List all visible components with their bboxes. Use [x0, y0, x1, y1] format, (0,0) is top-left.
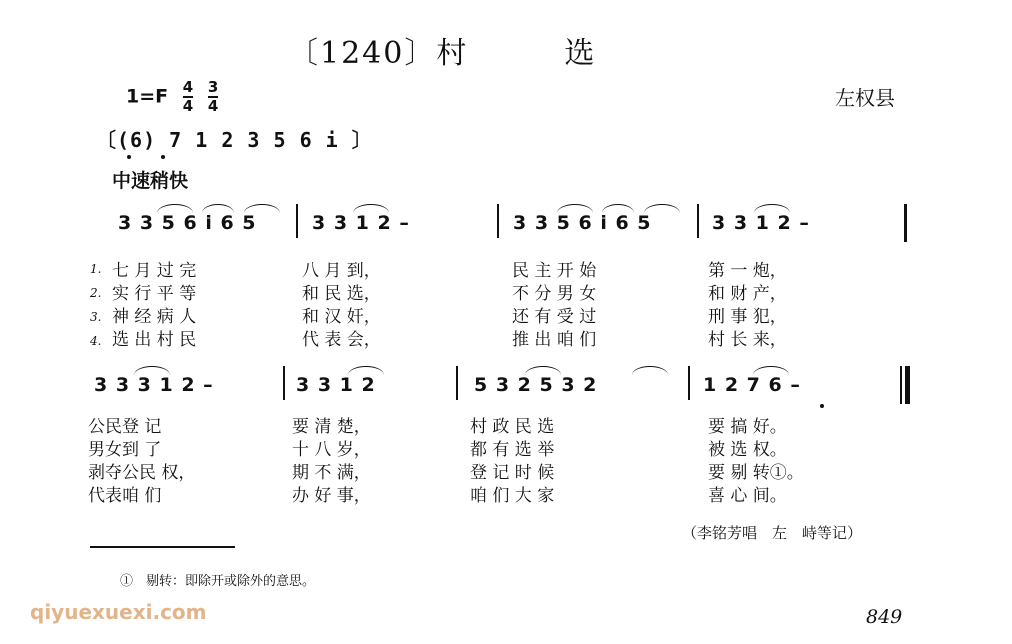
low-octave-dot [161, 155, 165, 159]
measure-6-notes: 3 3 1 2 [296, 374, 376, 396]
lyric-1b: 八 月 到， [302, 261, 381, 281]
lyric-4a: 选 出 村 民 [112, 330, 197, 350]
song-title: 〔1240〕村 选 [288, 36, 597, 71]
lyric-2b: 和 民 选， [302, 284, 381, 304]
lyric-3e: 剥夺公民 权， [88, 463, 196, 483]
lyric-3b: 和 汉 奸， [302, 307, 381, 327]
slur [632, 366, 668, 375]
lyric-1f: 要 清 楚， [292, 417, 371, 437]
verse-number: 2. [90, 286, 102, 300]
lyric-3h: 要 剔 转①。 [708, 463, 804, 483]
measure-3-notes: 3 3 5 6 i 6 5 [513, 212, 652, 234]
barline [497, 204, 499, 238]
barline [688, 366, 690, 400]
lyric-4c: 推 出 咱 们 [512, 330, 597, 350]
lyric-4d: 村 长 来， [708, 330, 787, 350]
lyric-4g: 咱 们 大 家 [470, 486, 555, 506]
watermark: qiyuexuexi.com [30, 600, 207, 624]
low-octave-dot [820, 404, 824, 408]
intro-notes: 〔(6) 7 1 2 3 5 6 i 〕 [96, 128, 373, 152]
slur [525, 366, 561, 375]
lyric-1g: 村 政 民 选 [470, 417, 555, 437]
slur [754, 204, 790, 213]
key-signature [126, 80, 218, 114]
lyric-4e: 代表咱 们 [88, 486, 162, 506]
slur [644, 204, 680, 213]
time-signature-2: $\frac{3}{4}$ [207, 78, 219, 115]
lyric-2c: 不 分 男 女 [512, 284, 597, 304]
lyric-1e: 公民登 记 [88, 417, 162, 437]
lyric-4b: 代 表 会， [302, 330, 381, 350]
slur [244, 204, 280, 213]
region-label: 左权县 [835, 86, 895, 110]
page-number: 849 [866, 606, 903, 628]
lyric-2h: 被 选 权。 [708, 440, 787, 460]
lyric-1c: 民 主 开 始 [512, 261, 597, 281]
lyric-2d: 和 财 产， [708, 284, 787, 304]
slur [557, 204, 593, 213]
slur [202, 204, 234, 213]
lyric-4h: 喜 心 间。 [708, 486, 787, 506]
barline [456, 366, 458, 400]
lyric-1d: 第 一 炮， [708, 261, 787, 281]
slur [602, 204, 634, 213]
measure-8-notes: 1 2 7 6 – [703, 374, 801, 396]
measure-1-notes: 3 3 5 6 i 6 5 [118, 212, 257, 234]
lyric-3f: 期 不 满， [292, 463, 371, 483]
verse-number: 4. [90, 334, 102, 348]
measure-5-notes: 3 3 3 1 2 – [94, 374, 214, 396]
measure-7-notes: 5 3 2 5 3 2 [474, 374, 598, 396]
slur [353, 204, 389, 213]
barline [904, 204, 907, 242]
measure-4-notes: 3 3 1 2 – [712, 212, 810, 234]
tempo-marking: 中速稍快 [112, 170, 189, 192]
key-label: 1=F [126, 85, 169, 108]
verse-number: 3. [90, 310, 102, 324]
lyric-2e: 男女到 了 [88, 440, 162, 460]
credit-line: （李铭芳唱 左 峙等记） [682, 524, 863, 542]
final-barline-thin [900, 366, 902, 404]
lyric-2g: 都 有 选 举 [470, 440, 555, 460]
slur [753, 366, 789, 375]
footnote-rule [90, 546, 235, 548]
lyric-1h: 要 搞 好。 [708, 417, 787, 437]
footnote: ① 剔转：即除开或除外的意思。 [120, 574, 316, 589]
barline [697, 204, 699, 238]
lyric-2a: 实 行 平 等 [112, 284, 197, 304]
slur [157, 204, 193, 213]
lyric-3g: 登 记 时 候 [470, 463, 555, 483]
barline [283, 366, 285, 400]
slur [348, 366, 384, 375]
barline [296, 204, 298, 238]
low-octave-dot [127, 155, 131, 159]
lyric-3a: 神 经 病 人 [112, 307, 197, 327]
lyric-3c: 还 有 受 过 [512, 307, 597, 327]
lyric-2f: 十 八 岁， [292, 440, 371, 460]
lyric-3d: 刑 事 犯， [708, 307, 787, 327]
measure-2-notes: 3 3 1 2 – [312, 212, 410, 234]
lyric-1a: 七 月 过 完 [112, 261, 197, 281]
slur [134, 366, 170, 375]
time-signature-1: $\frac{4}{4}$ [182, 78, 194, 115]
verse-number: 1. [90, 262, 102, 276]
final-barline-thick [905, 366, 910, 404]
lyric-4f: 办 好 事， [292, 486, 371, 506]
